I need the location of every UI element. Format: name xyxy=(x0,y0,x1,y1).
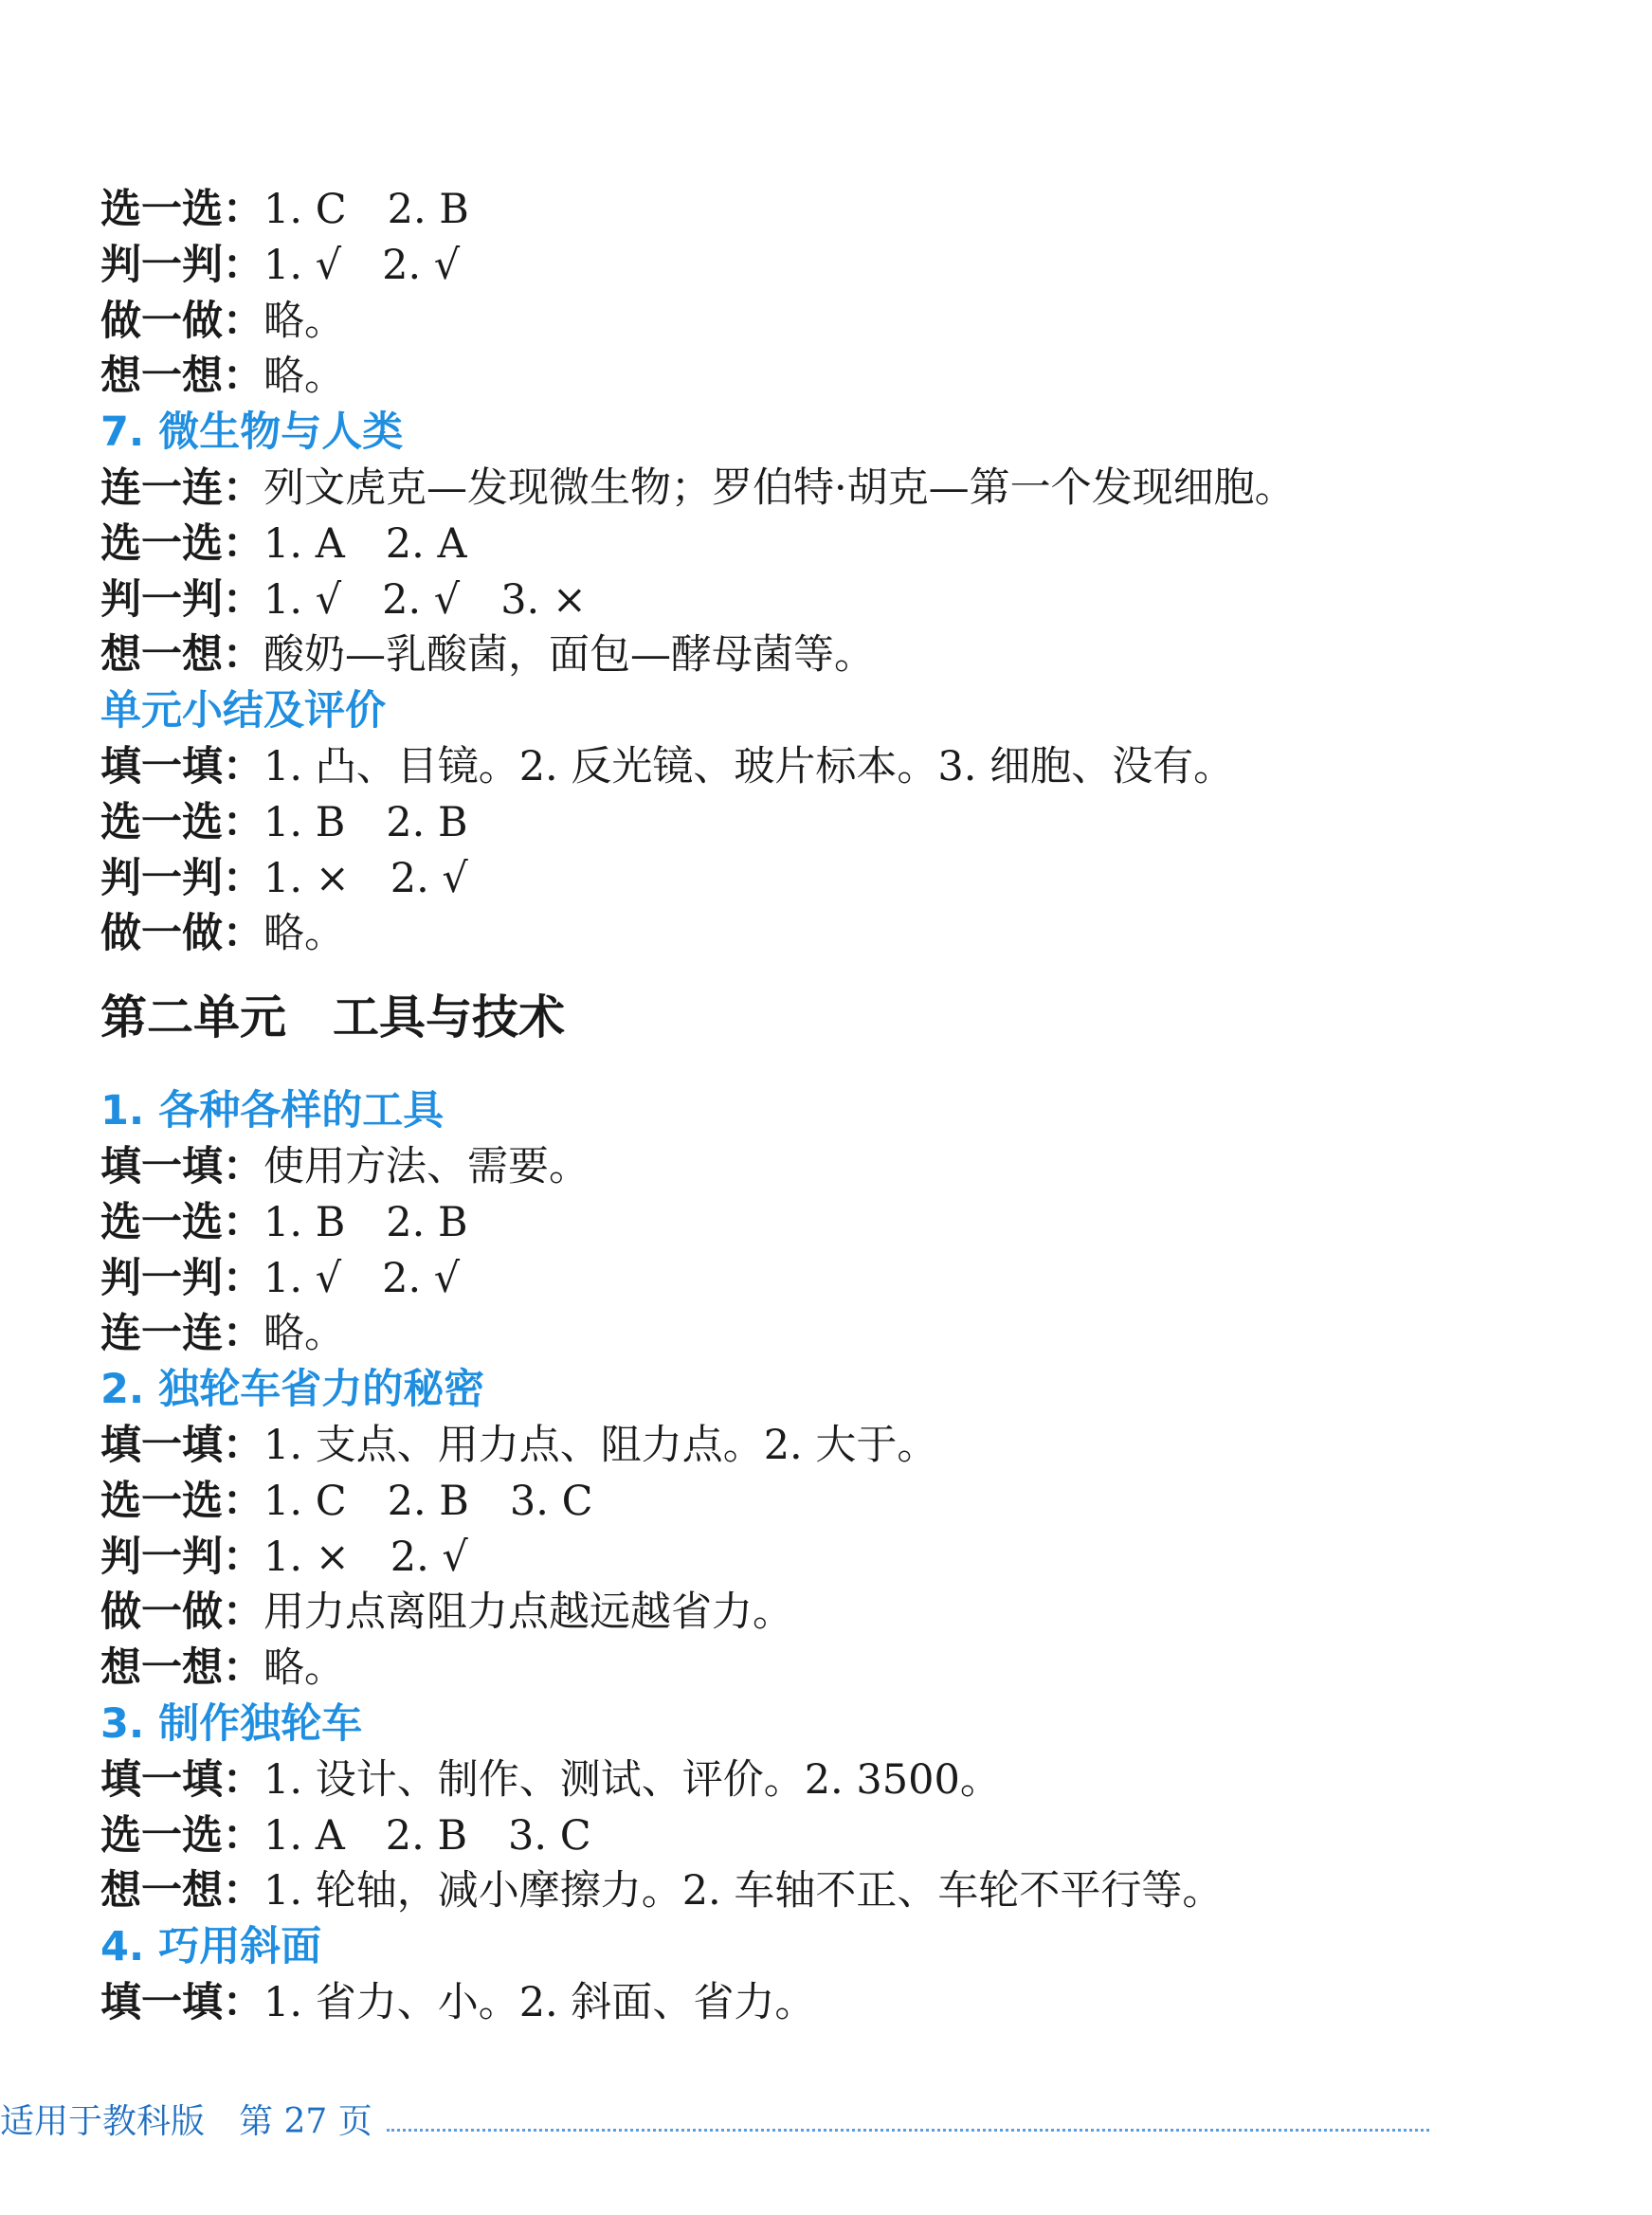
answer-text: 用力点离阻力点越远越省力。 xyxy=(263,1589,793,1637)
answer-line xyxy=(100,572,1579,628)
answer-label: 想一想： xyxy=(100,353,263,401)
answer-line xyxy=(100,1418,1579,1474)
answer-text: 略。 xyxy=(263,1310,345,1358)
answer-label: 填一填： xyxy=(100,1978,263,2026)
answer-label: 选一选： xyxy=(100,798,263,846)
answer-text: 1. 省力、小。2. 斜面、省力。 xyxy=(263,1978,816,2026)
answer-line xyxy=(100,1641,1579,1697)
unit-heading: 第二单元 工具与技术 xyxy=(100,990,566,1045)
answer-text: 1. √ 2. √ xyxy=(263,241,461,289)
answer-text: 使用方法、需要。 xyxy=(263,1142,590,1190)
answer-label: 选一选： xyxy=(100,1198,263,1246)
section-lesson-2 xyxy=(100,1362,1579,1697)
answer-label: 想一想： xyxy=(100,1644,263,1693)
answer-line xyxy=(100,1808,1579,1864)
answer-label: 做一做： xyxy=(100,297,263,345)
section-unit-summary xyxy=(100,683,1579,962)
answer-line xyxy=(100,1863,1579,1919)
answer-text: 1. √ 2. √ xyxy=(263,1254,461,1302)
answer-content xyxy=(100,182,1579,2031)
answer-label: 做一做： xyxy=(100,1589,263,1637)
answer-text: 酸奶—乳酸菌，面包—酵母菌等。 xyxy=(263,631,875,680)
answer-text: 1. 支点、用力点、阻力点。2. 大于。 xyxy=(263,1421,938,1469)
lesson-heading: 单元小结及评价 xyxy=(100,687,386,735)
page-footer-text: 适用于教科版 第 27 页 xyxy=(0,2102,372,2141)
lesson-heading: 2. 独轮车省力的秘密 xyxy=(100,1366,485,1414)
answer-text: 略。 xyxy=(263,1644,345,1693)
lesson-heading: 7. 微生物与人类 xyxy=(100,409,404,457)
answer-label: 判一判： xyxy=(100,241,263,289)
section-lesson-4 xyxy=(100,1919,1579,2031)
answer-line xyxy=(100,349,1579,405)
answer-text: 1. A 2. A xyxy=(263,519,467,568)
answer-line xyxy=(100,1752,1579,1808)
answer-line xyxy=(100,795,1579,851)
answer-label: 连一连： xyxy=(100,1310,263,1358)
answer-line xyxy=(100,294,1579,350)
answer-line xyxy=(100,906,1579,962)
answer-text: 1. √ 2. √ 3. × xyxy=(263,575,587,624)
answer-label: 填一填： xyxy=(100,1142,263,1190)
answer-text: 1. × 2. √ xyxy=(263,854,468,902)
page-footer xyxy=(0,2098,1652,2146)
answer-label: 判一判： xyxy=(100,1533,263,1581)
answer-line xyxy=(100,1251,1579,1307)
answer-text: 1. C 2. B xyxy=(263,186,469,233)
answer-label: 选一选： xyxy=(100,519,263,568)
section-lesson-1 xyxy=(100,1083,1579,1362)
answer-line xyxy=(100,517,1579,572)
lesson-heading: 3. 制作独轮车 xyxy=(100,1699,363,1748)
answer-label: 填一填： xyxy=(100,1421,263,1469)
answer-text: 1. A 2. B 3. C xyxy=(263,1811,591,1860)
answer-line xyxy=(100,739,1579,795)
answer-line xyxy=(100,1530,1579,1586)
answer-text: 1. 轮轴，减小摩擦力。2. 车轴不正、车轮不平行等。 xyxy=(263,1867,1224,1915)
answer-line xyxy=(100,1195,1579,1251)
answer-label: 做一做： xyxy=(100,910,263,958)
answer-label: 判一判： xyxy=(100,854,263,902)
answer-line xyxy=(100,851,1579,907)
section-continuation xyxy=(100,182,1579,405)
section-lesson-3 xyxy=(100,1697,1579,1919)
answer-label: 选一选： xyxy=(100,1477,263,1525)
answer-label: 连一连： xyxy=(100,463,263,512)
answer-line xyxy=(100,461,1579,517)
answer-label: 填一填： xyxy=(100,1755,263,1804)
answer-text: 略。 xyxy=(263,353,345,401)
answer-line xyxy=(100,182,1579,238)
lesson-heading: 4. 巧用斜面 xyxy=(100,1923,322,1971)
answer-label: 判一判： xyxy=(100,575,263,624)
answer-line xyxy=(100,1306,1579,1362)
answer-text: 列文虎克—发现微生物；罗伯特·胡克—第一个发现细胞。 xyxy=(263,463,1296,512)
answer-line xyxy=(100,1585,1579,1641)
answer-label: 填一填： xyxy=(100,742,263,790)
answer-label: 判一判： xyxy=(100,1254,263,1302)
answer-label: 选一选： xyxy=(100,186,263,233)
answer-line xyxy=(100,1139,1579,1195)
answer-label: 想一想： xyxy=(100,1867,263,1915)
answer-line xyxy=(100,1975,1579,2031)
answer-line xyxy=(100,238,1579,294)
answer-text: 略。 xyxy=(263,297,345,345)
answer-text: 略。 xyxy=(263,910,345,958)
answer-line xyxy=(100,627,1579,683)
answer-text: 1. B 2. B xyxy=(263,1198,468,1246)
answer-text: 1. 凸、目镜。2. 反光镜、玻片标本。3. 细胞、没有。 xyxy=(263,742,1235,790)
footer-dotted-rule xyxy=(387,2129,1429,2132)
section-lesson-7 xyxy=(100,405,1579,683)
lesson-heading: 1. 各种各样的工具 xyxy=(100,1087,445,1135)
answer-label: 想一想： xyxy=(100,631,263,680)
answer-text: 1. B 2. B xyxy=(263,798,468,846)
answer-text: 1. C 2. B 3. C xyxy=(263,1477,593,1525)
answer-label: 选一选： xyxy=(100,1811,263,1860)
answer-text: 1. 设计、制作、测试、评价。2. 3500。 xyxy=(263,1755,1001,1804)
answer-text: 1. × 2. √ xyxy=(263,1533,468,1581)
answer-line xyxy=(100,1474,1579,1530)
